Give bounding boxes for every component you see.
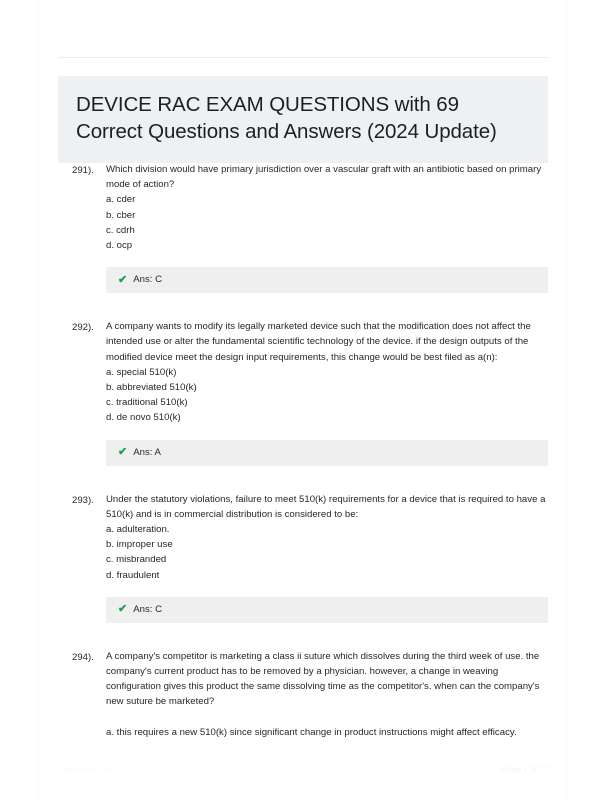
answer-bar bbox=[106, 267, 548, 293]
choice-option[interactable]: b. improper use bbox=[106, 539, 173, 551]
page-edge-right bbox=[567, 0, 568, 800]
choice-list bbox=[106, 522, 548, 583]
choice-option[interactable]: c. traditional 510(k) bbox=[106, 397, 188, 409]
choice-list bbox=[106, 725, 548, 740]
answer-bar bbox=[106, 597, 548, 623]
answer-label: Ans: C bbox=[133, 274, 163, 286]
header-divider bbox=[58, 57, 548, 58]
question-stem: A company wants to modify its legally marketed device such that the modification does not affect the intended use or alter the fundamental scientific technology of the device. if the design outputs of the modified device meet the design input requirements, this change would be best filed as a(n): bbox=[106, 321, 531, 363]
question-block bbox=[58, 492, 548, 623]
choice-option[interactable]: d. de novo 510(k) bbox=[106, 412, 181, 424]
questions-list bbox=[58, 162, 548, 740]
block-gap bbox=[58, 623, 548, 649]
page-footer bbox=[58, 765, 548, 774]
choice-option[interactable]: c. cdrh bbox=[106, 224, 135, 236]
question-number: 293). bbox=[72, 494, 94, 506]
page-edge-left bbox=[38, 0, 39, 800]
choice-list bbox=[106, 192, 548, 253]
question-block bbox=[58, 649, 548, 740]
paragraph-gap bbox=[106, 710, 548, 725]
page-title: DEVICE RAC EXAM QUESTIONS with 69 Correct Questions and Answers (2024 Update) bbox=[76, 93, 497, 144]
check-icon: ✔ bbox=[118, 273, 128, 286]
choice-option[interactable]: a. special 510(k) bbox=[106, 366, 177, 378]
check-icon: ✔ bbox=[118, 446, 128, 459]
answer-bar bbox=[106, 440, 548, 466]
answer-label: Ans: C bbox=[133, 604, 163, 616]
document-title-banner bbox=[58, 76, 548, 163]
question-number: 294). bbox=[72, 651, 94, 663]
choice-option[interactable]: b. cber bbox=[106, 209, 136, 221]
answer-label: Ans: A bbox=[133, 446, 161, 458]
question-number: 291). bbox=[72, 165, 94, 176]
question-number: 292). bbox=[72, 322, 94, 334]
watermark-label: PaperStlic.com bbox=[58, 765, 114, 774]
question-block bbox=[58, 319, 548, 465]
choice-option[interactable]: d. ocp bbox=[106, 240, 133, 252]
choice-option[interactable]: d. fraudulent bbox=[106, 569, 160, 581]
choice-option[interactable]: c. misbranded bbox=[106, 554, 167, 566]
choice-option[interactable]: a. adulteration. bbox=[106, 524, 170, 536]
block-gap bbox=[58, 293, 548, 319]
page-indicator: Page 1 of 17 bbox=[501, 765, 548, 774]
question-stem: A company's competitor is marketing a class ii suture which dissolves during the third week of use. the company's current product has to be removed by a physician. however, a change in weaving configuration gives this product the same dissolving time as the competitor's. when can the company's new suture be marketed? bbox=[106, 650, 540, 708]
question-block bbox=[58, 162, 548, 293]
block-gap bbox=[58, 466, 548, 492]
choice-option[interactable]: b. abbreviated 510(k) bbox=[106, 382, 197, 394]
question-stem: Under the statutory violations, failure to meet 510(k) requirements for a device that is required to have a 510(k) and is in commercial distribution is considered to be: bbox=[106, 493, 546, 520]
check-icon: ✔ bbox=[118, 603, 128, 616]
choice-option[interactable]: a. cder bbox=[106, 194, 136, 206]
question-stem: Which division would have primary jurisdiction over a vascular graft with an antibiotic based on primary mode of action? bbox=[106, 164, 542, 191]
choice-list bbox=[106, 365, 548, 426]
choice-option[interactable]: a. this requires a new 510(k) since significant change in product instructions might affect efficacy. bbox=[106, 726, 517, 738]
